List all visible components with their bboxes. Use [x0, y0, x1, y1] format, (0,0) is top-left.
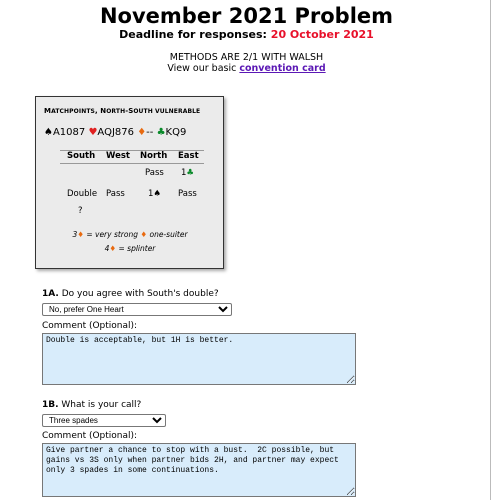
auction-call: [148, 189, 161, 199]
note-part: = very strong: [83, 230, 141, 239]
auction-call: Pass: [178, 189, 197, 199]
auction-header-west: West: [106, 151, 130, 161]
hearts-holding: AQJ876: [97, 127, 134, 138]
vul-part: ORTH: [106, 108, 126, 115]
problem-box: [35, 96, 224, 269]
question-1b: [42, 400, 141, 410]
deadline-date: 20 October 2021: [270, 28, 374, 41]
diamond-icon: ♦: [140, 230, 148, 239]
diamond-icon: ♦: [77, 230, 84, 239]
methods-note: METHODS ARE 2/1 WITH WALSH: [169, 52, 324, 63]
question-text: Do you agree with South's double?: [58, 289, 219, 299]
page-edge-divider: [490, 0, 491, 500]
question-number: 1B.: [42, 400, 59, 410]
question-text: What is your call?: [58, 400, 142, 410]
spade-icon: ♠: [44, 127, 53, 138]
auction-header-south: South: [67, 151, 96, 161]
auction-call: Pass: [106, 189, 125, 199]
auction-call-level: 1: [148, 189, 154, 199]
bid-note-four-diamonds: [36, 244, 224, 253]
bid-note-three-diamonds: [36, 230, 224, 239]
note-part: 4: [104, 244, 110, 253]
deadline: [0, 28, 493, 42]
convention-card-prefix: View our basic: [167, 63, 240, 74]
vulnerability-heading: [44, 107, 200, 116]
vul-part: ATCHPOINTS: [51, 108, 95, 115]
question-number: 1A.: [42, 289, 59, 299]
south-hand: [44, 127, 186, 139]
deadline-label: Deadline for responses:: [119, 28, 271, 41]
answer-select-1b[interactable]: [42, 414, 166, 427]
clubs-holding: KQ9: [165, 127, 187, 138]
note-part: = splinter: [116, 244, 156, 253]
convention-card-line: [0, 63, 493, 74]
auction-call: ?: [78, 206, 83, 216]
auction-call: [181, 168, 194, 178]
spade-icon: ♠: [153, 189, 162, 199]
auction-call: Pass: [145, 168, 164, 178]
comment-field-1a[interactable]: [42, 333, 356, 385]
auction-header-east: East: [178, 151, 199, 161]
diamond-icon: ♦: [137, 127, 147, 138]
auction-call-level: 1: [181, 168, 187, 178]
diamonds-holding: --: [146, 127, 154, 138]
auction-call: Double: [67, 189, 98, 199]
club-icon: ♣: [156, 127, 166, 138]
note-part: one-suiter: [147, 230, 188, 239]
convention-card-link[interactable]: convention card: [239, 63, 326, 74]
club-icon: ♣: [186, 168, 195, 178]
note-part: 3: [72, 230, 78, 239]
spades-holding: A1087: [52, 127, 86, 138]
vul-part: , N: [94, 107, 107, 115]
heart-icon: ♥: [88, 127, 98, 138]
vul-part: -S: [125, 107, 134, 115]
comment-label: Comment (Optional):: [42, 321, 138, 331]
comment-label: Comment (Optional):: [42, 431, 138, 441]
question-1a: [42, 289, 219, 299]
comment-field-1b[interactable]: [42, 443, 356, 497]
diamond-icon: ♦: [109, 244, 117, 253]
vul-part: M: [44, 107, 52, 115]
vul-part: OUTH VULNERABLE: [133, 108, 201, 115]
answer-select-1a[interactable]: [42, 303, 232, 316]
auction-header-north: North: [140, 151, 168, 161]
page-title: November 2021 Problem: [99, 4, 394, 28]
